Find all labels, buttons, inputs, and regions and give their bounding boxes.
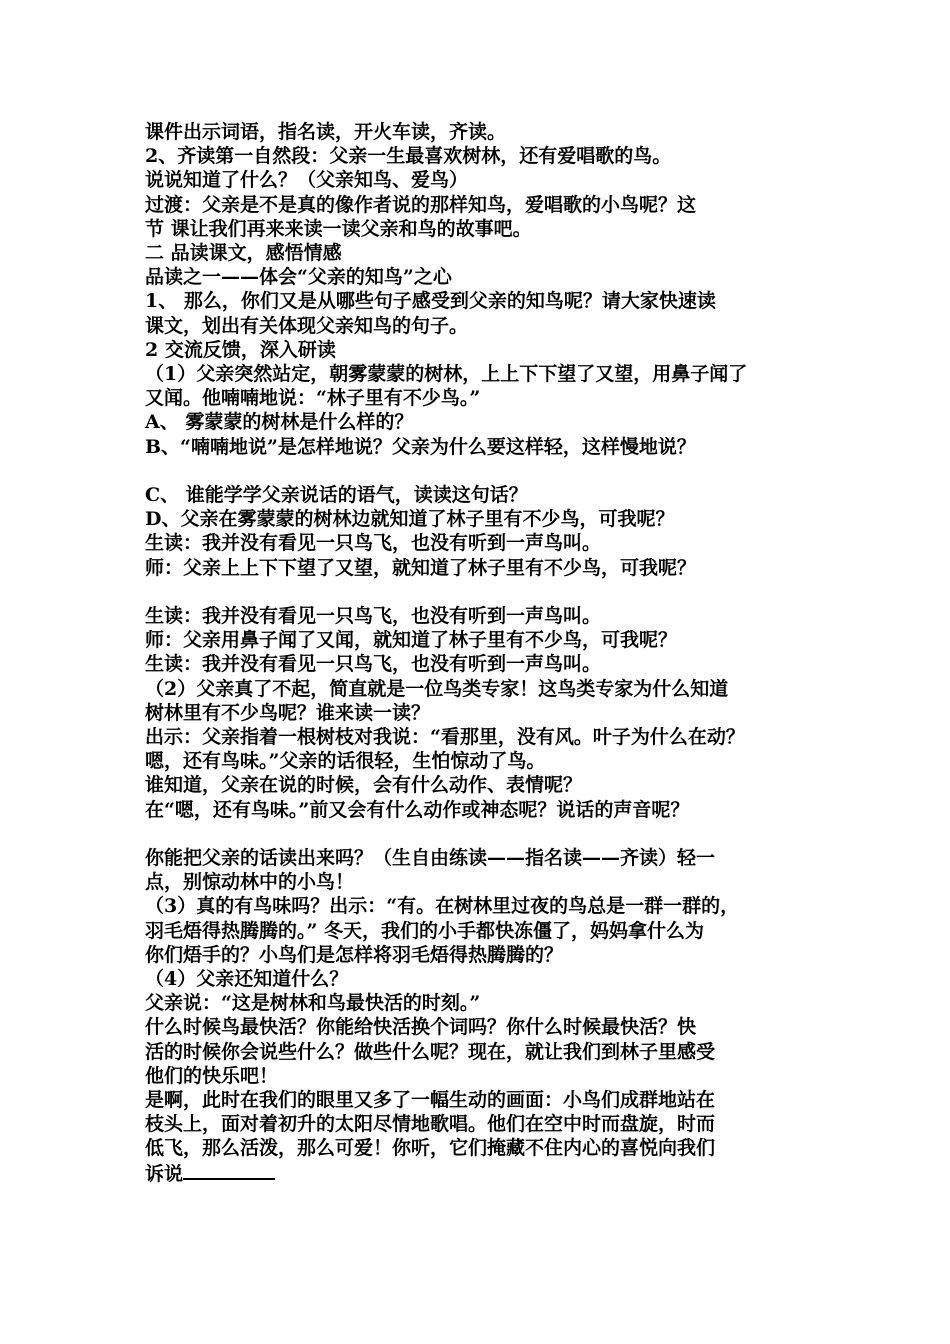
text-line: （4）父亲还知道什么？ [145, 968, 349, 991]
text-line: 又闻。他喃喃地说：“林子里有不少鸟。” [145, 387, 481, 410]
text-line: 课文，划出有关体现父亲知鸟的句子。 [145, 314, 469, 337]
blank-line [145, 459, 835, 483]
subsection-heading: 品读之一——体会“父亲的知鸟”之心 [145, 266, 452, 289]
blank-line [145, 580, 835, 604]
text-line: C、 谁能学学父亲说话的语气，读读这句话？ [145, 484, 528, 507]
text-line: 过渡：父亲是不是真的像作者说的那样知鸟，爱唱歌的小鸟呢？这 [145, 193, 697, 216]
text-line: 是啊，此时在我们的眼里又多了一幅生动的画面：小鸟们成群地站在 [145, 1089, 716, 1112]
text-line: 2、齐读第一自然段：父亲一生最喜欢树林，还有爱唱歌的鸟。 [145, 145, 672, 168]
text-line: D、父亲在雾蒙蒙的树林边就知道了林子里有不少鸟，可我呢？ [145, 508, 675, 531]
text-line: 父亲说：“这是树林和鸟最快活的时刻。” [145, 992, 481, 1015]
text-line: 他们的快乐吧！ [145, 1064, 279, 1087]
text-line: 2 交流反馈，深入研读 [145, 338, 336, 361]
text-line: 什么时候鸟最快活？你能给快活换个词吗？你什么时候最快活？快 [145, 1016, 697, 1039]
text-line: 1、 那么，你们又是从哪些句子感受到父亲的知鸟呢？请大家快速读 [145, 290, 716, 313]
fill-in-blank [183, 1161, 275, 1180]
text-line: 你能把父亲的话读出来吗？（生自由练读——指名读——齐读）轻一 [145, 847, 716, 870]
text-line: （1）父亲突然站定，朝雾蒙蒙的树林，上上下下望了又望，用鼻子闻了 [145, 363, 748, 386]
text-line: 说说知道了什么？（父亲知鸟、爱鸟） [145, 169, 469, 192]
text-line: 嗯，还有鸟味。”父亲的话很轻，生怕惊动了鸟。 [145, 750, 546, 773]
text-line: 师：父亲用鼻子闻了又闻，就知道了林子里有不少鸟，可我呢？ [145, 629, 678, 652]
text-line: 谁知道，父亲在说的时候，会有什么动作、表情呢？ [145, 774, 583, 797]
text-line: 生读：我并没有看见一只鸟飞，也没有听到一声鸟叫。 [145, 532, 602, 555]
document-body [145, 120, 835, 1186]
text-line: A、 雾蒙蒙的树林是什么样的？ [145, 411, 414, 434]
text-line: 课件出示词语，指名读，开火车读，齐读。 [145, 121, 507, 143]
text-line: 节 课让我们再来来读一读父亲和鸟的故事吧。 [145, 217, 532, 240]
text-line: 你们焐手的？小鸟们是怎样将羽毛焐得热腾腾的？ [145, 943, 564, 966]
text-line: 生读：我并没有看见一只鸟飞，也没有听到一声鸟叫。 [145, 653, 602, 676]
text-line: 羽毛焐得热腾腾的。” 冬天，我们的小手都快冻僵了，妈妈拿什么为 [145, 919, 705, 942]
text-line: （3）真的有鸟味吗？出示：“有。在树林里过夜的鸟总是一群一群的， [145, 895, 740, 918]
text-line: 点，别惊动林中的小鸟！ [145, 871, 355, 894]
text-line: B、“喃喃地说”是怎样地说？父亲为什么要这样轻，这样慢地说？ [145, 435, 696, 458]
text-line: 枝头上，面对着初升的太阳尽情地歌唱。他们在空中时而盘旋，时而 [145, 1113, 716, 1136]
text-line: 在“嗯，还有鸟味。”前又会有什么动作或神态呢？说话的声音呢？ [145, 798, 690, 821]
text-line: 低飞，那么活泼，那么可爱！你听，它们掩藏不住内心的喜悦向我们 [145, 1137, 716, 1160]
text-line: 生读：我并没有看见一只鸟飞，也没有听到一声鸟叫。 [145, 605, 602, 628]
final-line-text: 诉说 [145, 1162, 184, 1185]
text-line: 师：父亲上上下下望了又望，就知道了林子里有不少鸟，可我呢？ [145, 556, 697, 579]
text-line: （2）父亲真了不起，简直就是一位鸟类专家！这鸟类专家为什么知道 [145, 677, 729, 700]
text-line: 出示：父亲指着一根树枝对我说：“看那里，没有风。叶子为什么在动？ [145, 726, 745, 749]
final-line [145, 1161, 835, 1186]
section-heading: 二 品读课文，感悟情感 [145, 242, 342, 265]
blank-line [145, 822, 835, 846]
text-line: 树林里有不少鸟呢？谁来读一读？ [145, 701, 431, 724]
text-line: 活的时候你会说些什么？做些什么呢？现在，就让我们到林子里感受 [145, 1040, 716, 1063]
